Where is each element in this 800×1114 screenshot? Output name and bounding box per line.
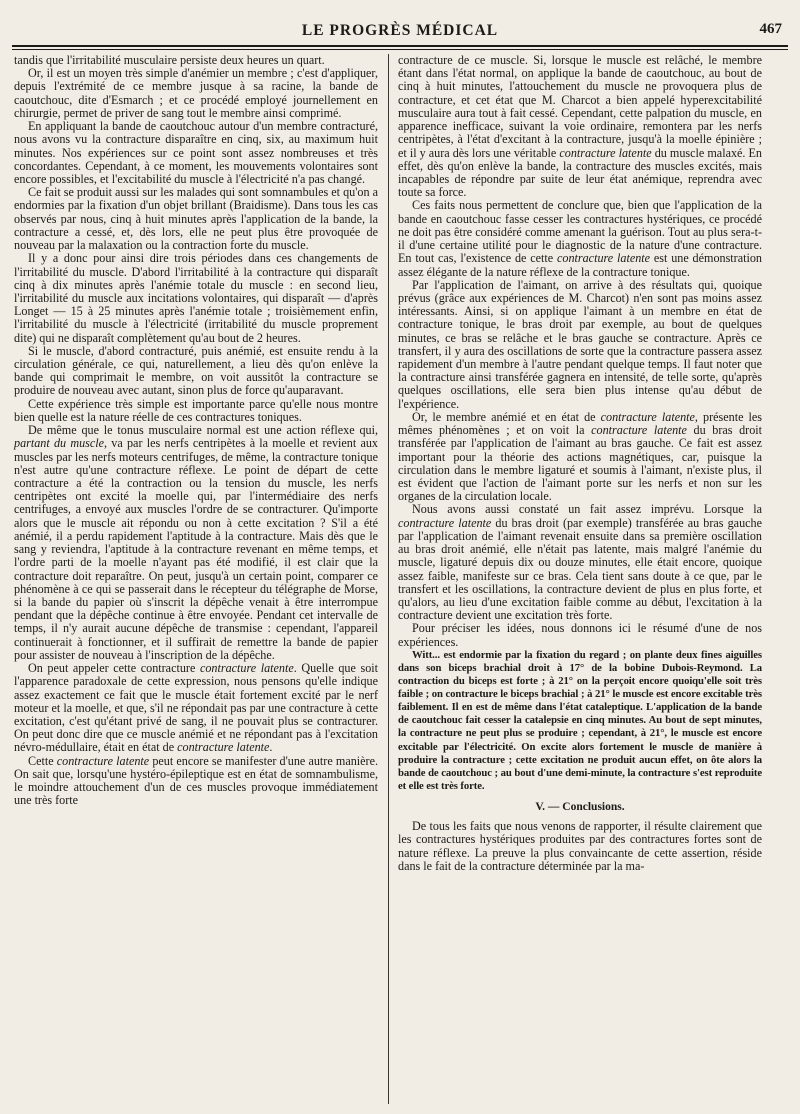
- page-number: 467: [759, 21, 782, 37]
- paragraph: Nous avons aussi constaté un fait assez imprévu. Lorsque la contracture latente du bras droit (par exemple) transférée au bras gauche par l'application de l'aimant revenait ensuite dans sa première oscillation au bras droit anémié, elle n'était pas latente, mais malgré l'anémie du muscle, ligaturé depuis dix ou douze minutes, elle était encore, quoique assez faible, manifeste sur ce bras. Cela tient sans doute à ce que, par le transfert et les oscillations, la contracture devient de plus en plus forte, et qu'alors, au lieu d'une excitation faible comme au début, l'excitation à la contracture devient une excitation très forte.: [398, 502, 762, 623]
- paragraph: Pour préciser les idées, nous donnons ici le résumé d'une de nos expériences.: [398, 621, 762, 649]
- paragraph: En appliquant la bande de caoutchouc autour d'un membre contracturé, nous avons vu la contracture disparaître en cinq, six, au maximum huit minutes. Nos expériences sur ce point sont assez nombreuses et très concordantes. Cependant, à ce moment, les mouvements volontaires sont encore possibles, et l'excitabilité du muscle à l'électricité n'a pas changé.: [14, 119, 378, 186]
- paragraph: Or, le membre anémié et en état de contracture latente, présente les mêmes phénomènes ; et on voit la contracture latente du bras droit transférée par l'application de l'aimant au bras gauche. Ce fait est assez important pour la théorie des actions magnétiques, car, puisque la circulation dans le membre ligaturé et soumis à l'aimant, n'existe plus, il est évident que l'action de l'aimant porte sur les nerfs et non sur les organes de la circulation locale.: [398, 409, 763, 504]
- paragraph: tandis que l'irritabilité musculaire persiste deux heures un quart.: [14, 53, 325, 67]
- paragraph: Par l'application de l'aimant, on arrive à des résultats qui, quoique prévus (grâce aux expériences de M. Charcot) n'en sont pas moins assez intéressants. Ainsi, si on applique l'aimant à un membre en état de contracture tonique, le bras droit par exemple, au bout de quelques minutes, ce bras se relâche et le bras gauche se contracture. Après ce transfert, il y aura des oscillations de sorte que la contracture passera assez rapidement d'un membre à l'autre pendant quelque temps. Il faut noter que la contracture ainsi transférée gagnera en intensité, de telle sorte, qu'après quelques oscillations, elle sera bien plus intense qu'au début de l'expérience.: [398, 277, 762, 411]
- paragraph: De tous les faits que nous venons de rapporter, il résulte clairement que les contractures hystériques produites par des contractures fortes sont de nature réflexe. La preuve la plus convaincante de cette assertion, réside dans le fait de la contracture déterminée par la ma-: [398, 819, 762, 873]
- paragraph: Cette contracture latente peut encore se manifester d'une autre manière. On sait que, lorsqu'une hystéro-épileptique est en état de somnambulisme, le moindre attouchement d'un de ces muscles provoque immédiatement une très forte: [14, 753, 379, 808]
- journal-title: LE PROGRÈS MÉDICAL: [301, 22, 499, 39]
- paragraph: De même que le tonus musculaire normal est une action réflexe qui, partant du muscle, va par les nerfs centripètes à la moelle et revient aux muscles par les nerfs moteurs centrifuges, de même, la contracture tonique n'est autre qu'une contracture réflexe. Le point de départ de cette contracture a été la contraction ou la tension du muscle, les nerfs centripètes ont excité la moelle qui, par l'intermédiaire des nerfs centrifuges, a envoyé aux muscles l'ordre de se contracturer. Qu'importe alors que le muscle ait répondu ou non à cette excitation ? S'il a été anémié, il a perdu rapidement l'aptitude à la contracture. Mais dès que le sang y reviendra, l'aptitude à la contracture revenant en même temps, et l'ordre parti de la moelle n'ayant pas été modifié, il est clair que la contracture doit reparaître. On peut, jusqu'à un certain point, comparer ce phénomène à ce qui se passerait dans le récepteur du télégraphe de Morse, si la bande du papier où s'inscrit la dépêche venait à être interrompue pendant que la dépêche continue à être envoyée. Pendant cet intervalle de temps, il n'y aurait aucune dépêche de transmise : cependant, l'appareil continuerait à fonctionner, et il suffirait de remettre la bande de papier pour assister de nouveau à l'inscription de la dépêche.: [14, 423, 378, 662]
- paragraph: Ce fait se produit aussi sur les malades qui sont somnambules et qu'on a endormies par la fixation d'un objet brillant (Braidisme). Dans tous les cas observés par nous, cinq à huit minutes après l'application de la bande, la contracture a cessé, et, dès lors, elle ne peut plus être provoquée de nouveau par la malaxation ou la contraction forte du muscle.: [14, 185, 378, 253]
- header-rule: [12, 45, 788, 47]
- section-heading: V. — Conclusions.: [535, 800, 625, 813]
- column-divider: [388, 54, 389, 1104]
- paragraph: Il y a donc pour ainsi dire trois périodes dans ces changements de l'irritabilité du muscle. D'abord l'irritabilité à la contracture qui disparaît cinq à dix minutes après l'anémie totale du muscle : en second lieu, l'irritabilité du muscle aux incitations volontaires, qui disparaît — d'après Longet — 15 à 25 minutes après l'anémie totale ; troisièmement enfin, l'irritabilité du muscle à l'électricité (irritabilité du muscle proprement dite) qui ne disparaît complètement qu'au bout de 2 heures.: [14, 251, 378, 345]
- paragraph: On peut appeler cette contracture contracture latente. Quelle que soit l'apparence paradoxale de cette expression, nous pensons qu'elle indique assez exactement ce fait que le muscle était fortement excité par le nerf moteur et la moelle, et que, s'il ne répondait pas par une contracture à cette excitation, c'est qu'étant privé de sang, il ne pouvait plus se contracturer. On peut donc dire que ce muscle anémié et ne répondant pas à l'excitation névro-médullaire, était en état de contracture latente.: [14, 661, 379, 755]
- paragraph: Or, il est un moyen très simple d'anémier un membre ; c'est d'appliquer, depuis l'extrémité de ce membre jusque à sa racine, la bande de caoutchouc, dite d'Esmarch ; et ce procédé employé journellement en chirurgie, permet de priver de sang tout le membre ainsi comprimé.: [14, 66, 378, 120]
- paragraph: Cette expérience très simple est importante parce qu'elle nous montre bien quelle est la nature réelle de ces contractures toniques.: [14, 396, 378, 424]
- experiment-summary: Witt... est endormie par la fixation du regard ; on plante deux fines aiguilles dans son biceps brachial droit à 17° de la bobine Dubois-Reymond. La contraction du biceps est forte ; à 21° on la perçoit encore quoiqu'elle soit très faible ; on contracture le biceps brachial ; à 21° le muscle est encore excitable très faiblement. Il en est de même dans l'état cataleptique. L'application de la bande de caoutchouc fait cesser la catalepsie en cinq minutes. Au bout de sept minutes, la contracture ne peut plus se produire ; cependant, à 21°, le muscle est encore excitable par l'électricité. On excite alors fortement le muscle de manière à produire la contracture ; cette excitation ne produit aucun effet, on ôte alors la bande de caoutchouc ; au bout d'une demi-minute, la contracture s'est reproduite et elle est très forte.: [398, 648, 762, 792]
- left-column: [14, 54, 378, 807]
- header-rule-thin: [12, 49, 788, 50]
- paragraph: Ces faits nous permettent de conclure que, bien que l'application de la bande en caoutchouc fasse cesser les contractures hystériques, ce procédé ne doit pas être considéré comme amenant la guérison. Tout au plus sera-t-il d'une certaine utilité pour le diagnostic de la nature d'une contracture. En tout cas, l'existence de cette contracture latente est une démonstration assez élégante de la nature réflexe de la contracture tonique.: [398, 198, 763, 279]
- paragraph: Si le muscle, d'abord contracturé, puis anémié, est ensuite rendu à la circulation générale, ce qui, naturellement, a lieu dès qu'on enlève la bande qui comprimait le membre, on voit aussitôt la contracture se produire de nouveau avec autant, sinon plus de force qu'auparavant.: [14, 343, 378, 398]
- right-column: [398, 54, 762, 873]
- page-header: [12, 20, 788, 44]
- paragraph: contracture de ce muscle. Si, lorsque le muscle est relâché, le membre étant dans l'état normal, on applique la bande de caoutchouc, au bout de cinq à huit minutes, l'attouchement du muscle ne provoquera plus de contracture, et cet état que M. Charcot a bien appelé hyperexcitabilité musculaire aura tout à fait cessé. Cependant, cette palpation du muscle, en apparence inefficace, suivant la voie ordinaire, remontera par les nerfs centripètes, à l'état d'excitant à la contracture, jusqu'à la moelle épinière ; et il y aura dès lors une véritable contracture latente du muscle malaxé. En effet, dès qu'on enlève la bande, la contracture des muscles excités, mais incapables de répondre par suite de leur état anémique, reprendra avec toute sa force.: [398, 53, 763, 200]
